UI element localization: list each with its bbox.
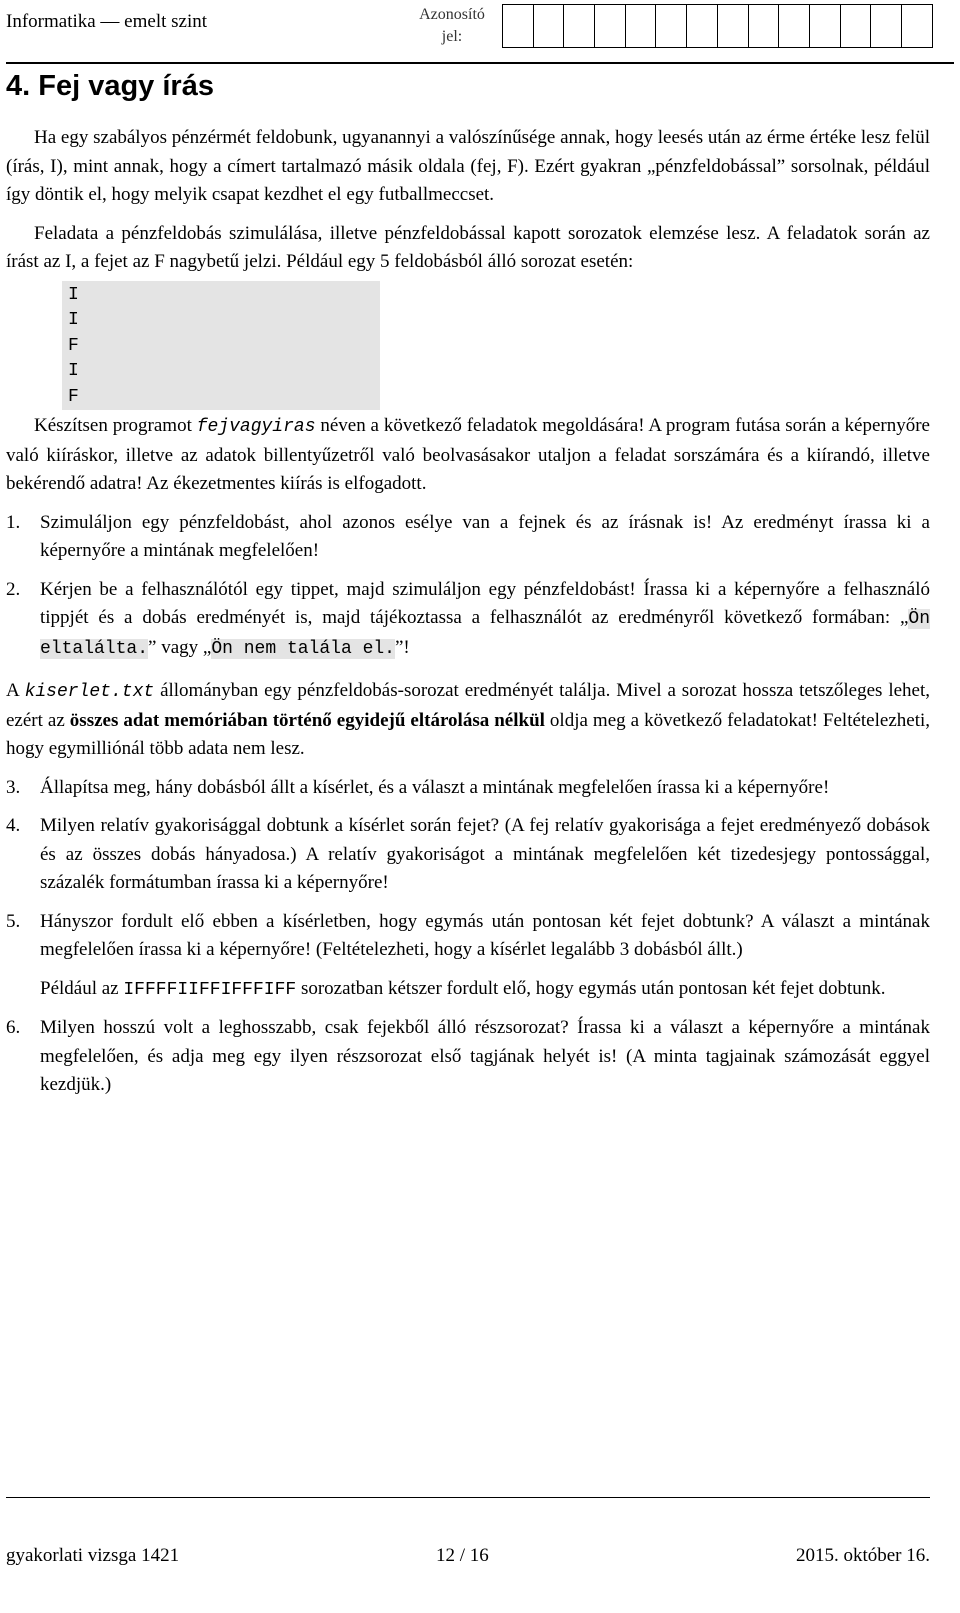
sequence-item: F <box>68 386 79 407</box>
text-run: ”! <box>394 636 410 658</box>
id-box <box>840 4 872 48</box>
sample-output-fail: Ön nem talála el. <box>211 638 395 659</box>
task-text: Szimuláljon egy pénzfeldobást, ahol azonos esélye van a fejnek és az írásnak is! Az eredményt írassa ki a képernyőre a mintának megfelelően! <box>40 511 930 561</box>
id-box <box>748 4 780 48</box>
page-number: 12 / 16 <box>436 1545 489 1566</box>
id-box <box>778 4 810 48</box>
sequence-item: I <box>68 361 79 381</box>
bold-constraint: összes adat memóriában történő egyidejű eltárolása nélkül <box>69 709 545 731</box>
task-text: Milyen hosszú volt a leghosszabb, csak fejekből álló részsorozat? Írassa ki a választ a képernyőre a mintának megfelelően, és adja meg egy ilyen részsorozat első tagjának helyét is! (A minta tagjainak számozását eggyel kezdjük.) <box>40 1017 930 1095</box>
task-list-1 <box>6 509 930 664</box>
id-box <box>533 4 565 48</box>
text-run: állományban egy pénzfeldobás-sorozat eredményét találja. Mivel a sorozat hossza tetszőleges lehet, ezért az <box>6 680 930 731</box>
text-run: Kérjen be a felhasználótól egy tippet, majd szimuláljon egy pénzfeldobást! Írassa ki a képernyőre a felhasználó tippjét és a dobás eredményét is, majd tájékoztassa a felhasználót az eredményről következő formában: „ <box>40 578 930 628</box>
sample-output-success: Ön eltalálta. <box>40 609 930 659</box>
task-item <box>6 576 930 664</box>
header-rule <box>6 62 954 64</box>
id-box <box>809 4 841 48</box>
task-example <box>40 975 930 1005</box>
id-box <box>563 4 595 48</box>
file-paragraph <box>6 677 930 764</box>
file-name: kiserlet.txt <box>24 682 155 702</box>
text-run: Készítsen programot <box>34 415 197 436</box>
sample-sequence <box>62 281 380 411</box>
sequence-item: I <box>68 284 79 305</box>
intro-paragraph: Ha egy szabályos pénzérmét feldobunk, ugyanannyi a valószínűsége annak, hogy leesés után az érme értéke lesz felül (írás, I), mint annak, hogy a címert tartalmazó másik oldala (fej, F). Ezért gyakran „pénzfeldobással” sorsolnak, például így döntik el, hogy melyik csapat kezdhet el egy futballmeccset. <box>6 127 930 205</box>
section-title: 4. Fej vagy írás <box>6 70 214 102</box>
id-box <box>686 4 718 48</box>
text-run: oldja meg a következő feladatokat! Feltételezheti, hogy egymilliónál több adata nem lesz. <box>6 709 931 759</box>
id-label: Azonosító jel: <box>419 6 485 45</box>
task-text <box>40 576 930 664</box>
id-box <box>594 4 626 48</box>
text-run: sorozatban kétszer fordult elő, hogy egymás után pontosan két fejet dobtunk. <box>296 977 886 999</box>
task-description: Feladata a pénzfeldobás szimulálása, illetve pénzfeldobással kapott sorozatok elemzése lesz. A feladatok során az írást az I, a fejet az F nagybetű jelzi. Például egy 5 feldobásból álló sorozat esetén: <box>6 222 930 272</box>
page-footer <box>6 1542 930 1570</box>
page-header <box>6 0 954 64</box>
example-sequence: IFFFFIIFFIFFFIFF <box>123 979 297 1000</box>
task-text: Milyen relatív gyakorisággal dobtunk a kísérlet során fejet? (A fej relatív gyakorisága a fejet eredményező dobások és az összes dobás hányadosa.) A relatív gyakoriságot a mintának megfelelően két tizedesjegy pontossággal, százalék formátumban írassa ki a képernyőre! <box>40 815 930 893</box>
task-item <box>6 509 930 566</box>
text-run: Hányszor fordult elő ebben a kísérletben, hogy egymás után pontosan két fejet dobtunk? A választ a mintának megfelelően írassa ki a képernyőre! (Feltételezheti, hogy a kísérlet legalább 3 dobásból állt.) <box>40 910 930 960</box>
header-title: Informatika — emelt szint <box>6 11 208 32</box>
id-boxes <box>503 4 933 48</box>
task-item <box>6 1014 930 1100</box>
task-item <box>6 908 930 1005</box>
text-run: ” vagy „ <box>148 636 212 658</box>
task-list-2 <box>6 774 930 1100</box>
task-content <box>6 124 930 1110</box>
exam-code: gyakorlati vizsga 1421 <box>6 1545 180 1566</box>
program-name: fejvagyiras <box>196 417 316 437</box>
exam-date: 2015. október 16. <box>795 1545 930 1566</box>
task-number: 2. <box>6 578 21 600</box>
task-number: 3. <box>6 776 21 798</box>
program-instructions <box>6 412 930 499</box>
text-run: A <box>6 680 25 701</box>
id-box <box>625 4 657 48</box>
id-box <box>870 4 902 48</box>
id-box <box>901 4 933 48</box>
sequence-item: I <box>68 310 79 330</box>
task-number: 4. <box>6 815 21 836</box>
task-item <box>6 774 930 803</box>
id-box <box>717 4 749 48</box>
text-run: Például az <box>40 977 124 999</box>
task-text: Állapítsa meg, hány dobásból állt a kísérlet, és a választ a mintának megfelelően írassa ki a képernyőre! <box>40 776 830 798</box>
task-number: 5. <box>6 910 21 932</box>
sequence-item: F <box>68 335 79 356</box>
task-text <box>40 908 930 1005</box>
text-run: néven a következő feladatok megoldására! A program futása során a képernyőre való kiíráskor, illetve az adatok billentyűzetről való beolvasásakor utaljon a feladat sorszámára és a kiírandó, illetve bekérendő adatra! Az ékezetmentes kiírás is elfogadott. <box>6 415 930 494</box>
id-box <box>502 4 534 48</box>
footer-rule <box>6 1497 930 1498</box>
task-number: 1. <box>6 511 21 533</box>
task-item <box>6 812 930 898</box>
task-number: 6. <box>6 1017 21 1038</box>
id-box <box>655 4 687 48</box>
